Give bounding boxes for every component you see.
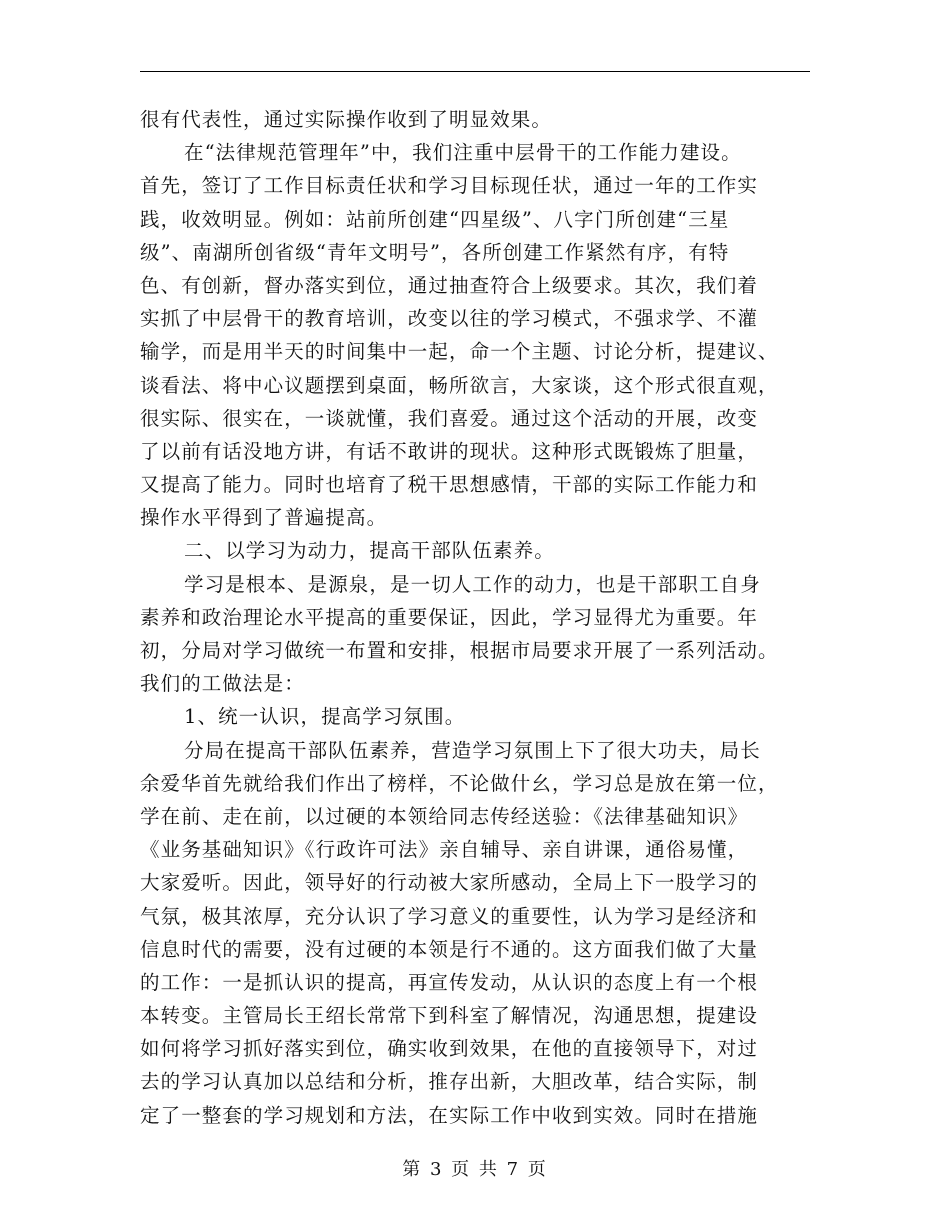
text-line: 气氛，极其浓厚，充分认识了学习意义的重要性，认为学习是经济和 bbox=[140, 904, 759, 928]
text-line: 了以前有话没地方讲，有话不敢讲的现状。这种形式既锻炼了胆量， bbox=[140, 439, 759, 463]
text-line: 余爱华首先就给我们作出了榜样，不论做什幺，学习总是放在第一位， bbox=[140, 771, 779, 795]
text-line: 信息时代的需要，没有过硬的本领是行不通的。这方面我们做了大量 bbox=[140, 937, 759, 961]
text-line: 如何将学习抓好落实到位，确实收到效果，在他的直接领导下，对过 bbox=[140, 1037, 759, 1061]
text-line: 的工作：一是抓认识的提高，再宣传发动，从认识的态度上有一个根 bbox=[140, 970, 759, 994]
text-line: 去的学习认真加以总结和分析，推存出新，大胆改革，结合实际，制 bbox=[140, 1070, 759, 1094]
text-line: 《业务基础知识》《行政许可法》亲自辅导、亲自讲课，通俗易懂， bbox=[140, 838, 749, 862]
text-line: 我们的工做法是： bbox=[140, 672, 305, 696]
text-line: 很有代表性，通过实际操作收到了明显效果。 bbox=[140, 108, 553, 131]
page-number-footer: 第 3 页 共 7 页 bbox=[402, 1159, 548, 1180]
paragraph-start-line: 学习是根本、是源泉，是一切人工作的动力，也是干部职工自身 bbox=[184, 572, 761, 596]
text-line: 践，收效明显。例如：站前所创建“四星级”、八字门所创建“三星 bbox=[140, 207, 730, 231]
document-body bbox=[140, 103, 812, 1132]
text-line: 定了一整套的学习规划和方法，在实际工作中收到实效。同时在措施 bbox=[140, 1103, 759, 1127]
paragraph-start-line: 在“法律规范管理年”中，我们注重中层骨干的工作能力建设。 bbox=[184, 141, 742, 165]
subsection-heading: 1、统一认识，提高学习氛围。 bbox=[184, 705, 466, 729]
text-line: 操作水平得到了普遍提高。 bbox=[140, 506, 388, 530]
text-line: 素养和政治理论水平提高的重要保证，因此，学习显得尤为重要。年 bbox=[140, 605, 759, 629]
text-line: 输学，而是用半天的时间集中一起，命一个主题、讨论分析，提建议、 bbox=[140, 340, 779, 364]
text-line: 色、有创新，督办落实到位，通过抽查符合上级要求。其次，我们着 bbox=[140, 273, 759, 297]
text-line: 很实际、很实在，一谈就懂，我们喜爱。通过这个活动的开展，改变 bbox=[140, 406, 759, 430]
text-line: 首先，签订了工作目标责任状和学习目标现任状，通过一年的工作实 bbox=[140, 174, 759, 198]
text-line: 学在前、走在前，以过硬的本领给同志传经送验：《法律基础知识》 bbox=[140, 804, 749, 828]
text-line: 初，分局对学习做统一布置和安排，根据市局要求开展了一系列活动。 bbox=[140, 639, 779, 662]
paragraph-start-line: 分局在提高干部队伍素养，营造学习氛围上下了很大功夫，局长 bbox=[184, 738, 761, 762]
text-line: 本转变。主管局长王绍长常常下到科室了解情况，沟通思想，提建设 bbox=[140, 1004, 759, 1028]
header-rule bbox=[140, 71, 810, 72]
text-line: 又提高了能力。同时也培育了税干思想感情，干部的实际工作能力和 bbox=[140, 473, 759, 497]
text-line: 大家爱听。因此，领导好的行动被大家所感动，全局上下一股学习的 bbox=[140, 871, 759, 895]
text-line: 谈看法、将中心议题摆到桌面，畅所欲言，大家谈，这个形式很直观， bbox=[140, 373, 779, 397]
text-line: 实抓了中层骨干的教育培训，改变以往的学习模式，不强求学、不灌 bbox=[140, 307, 759, 331]
text-line: 级”、南湖所创省级“青年文明号”，各所创建工作紧然有序，有特 bbox=[140, 240, 730, 264]
section-heading: 二、以学习为动力，提高干部队伍素养。 bbox=[184, 539, 555, 563]
